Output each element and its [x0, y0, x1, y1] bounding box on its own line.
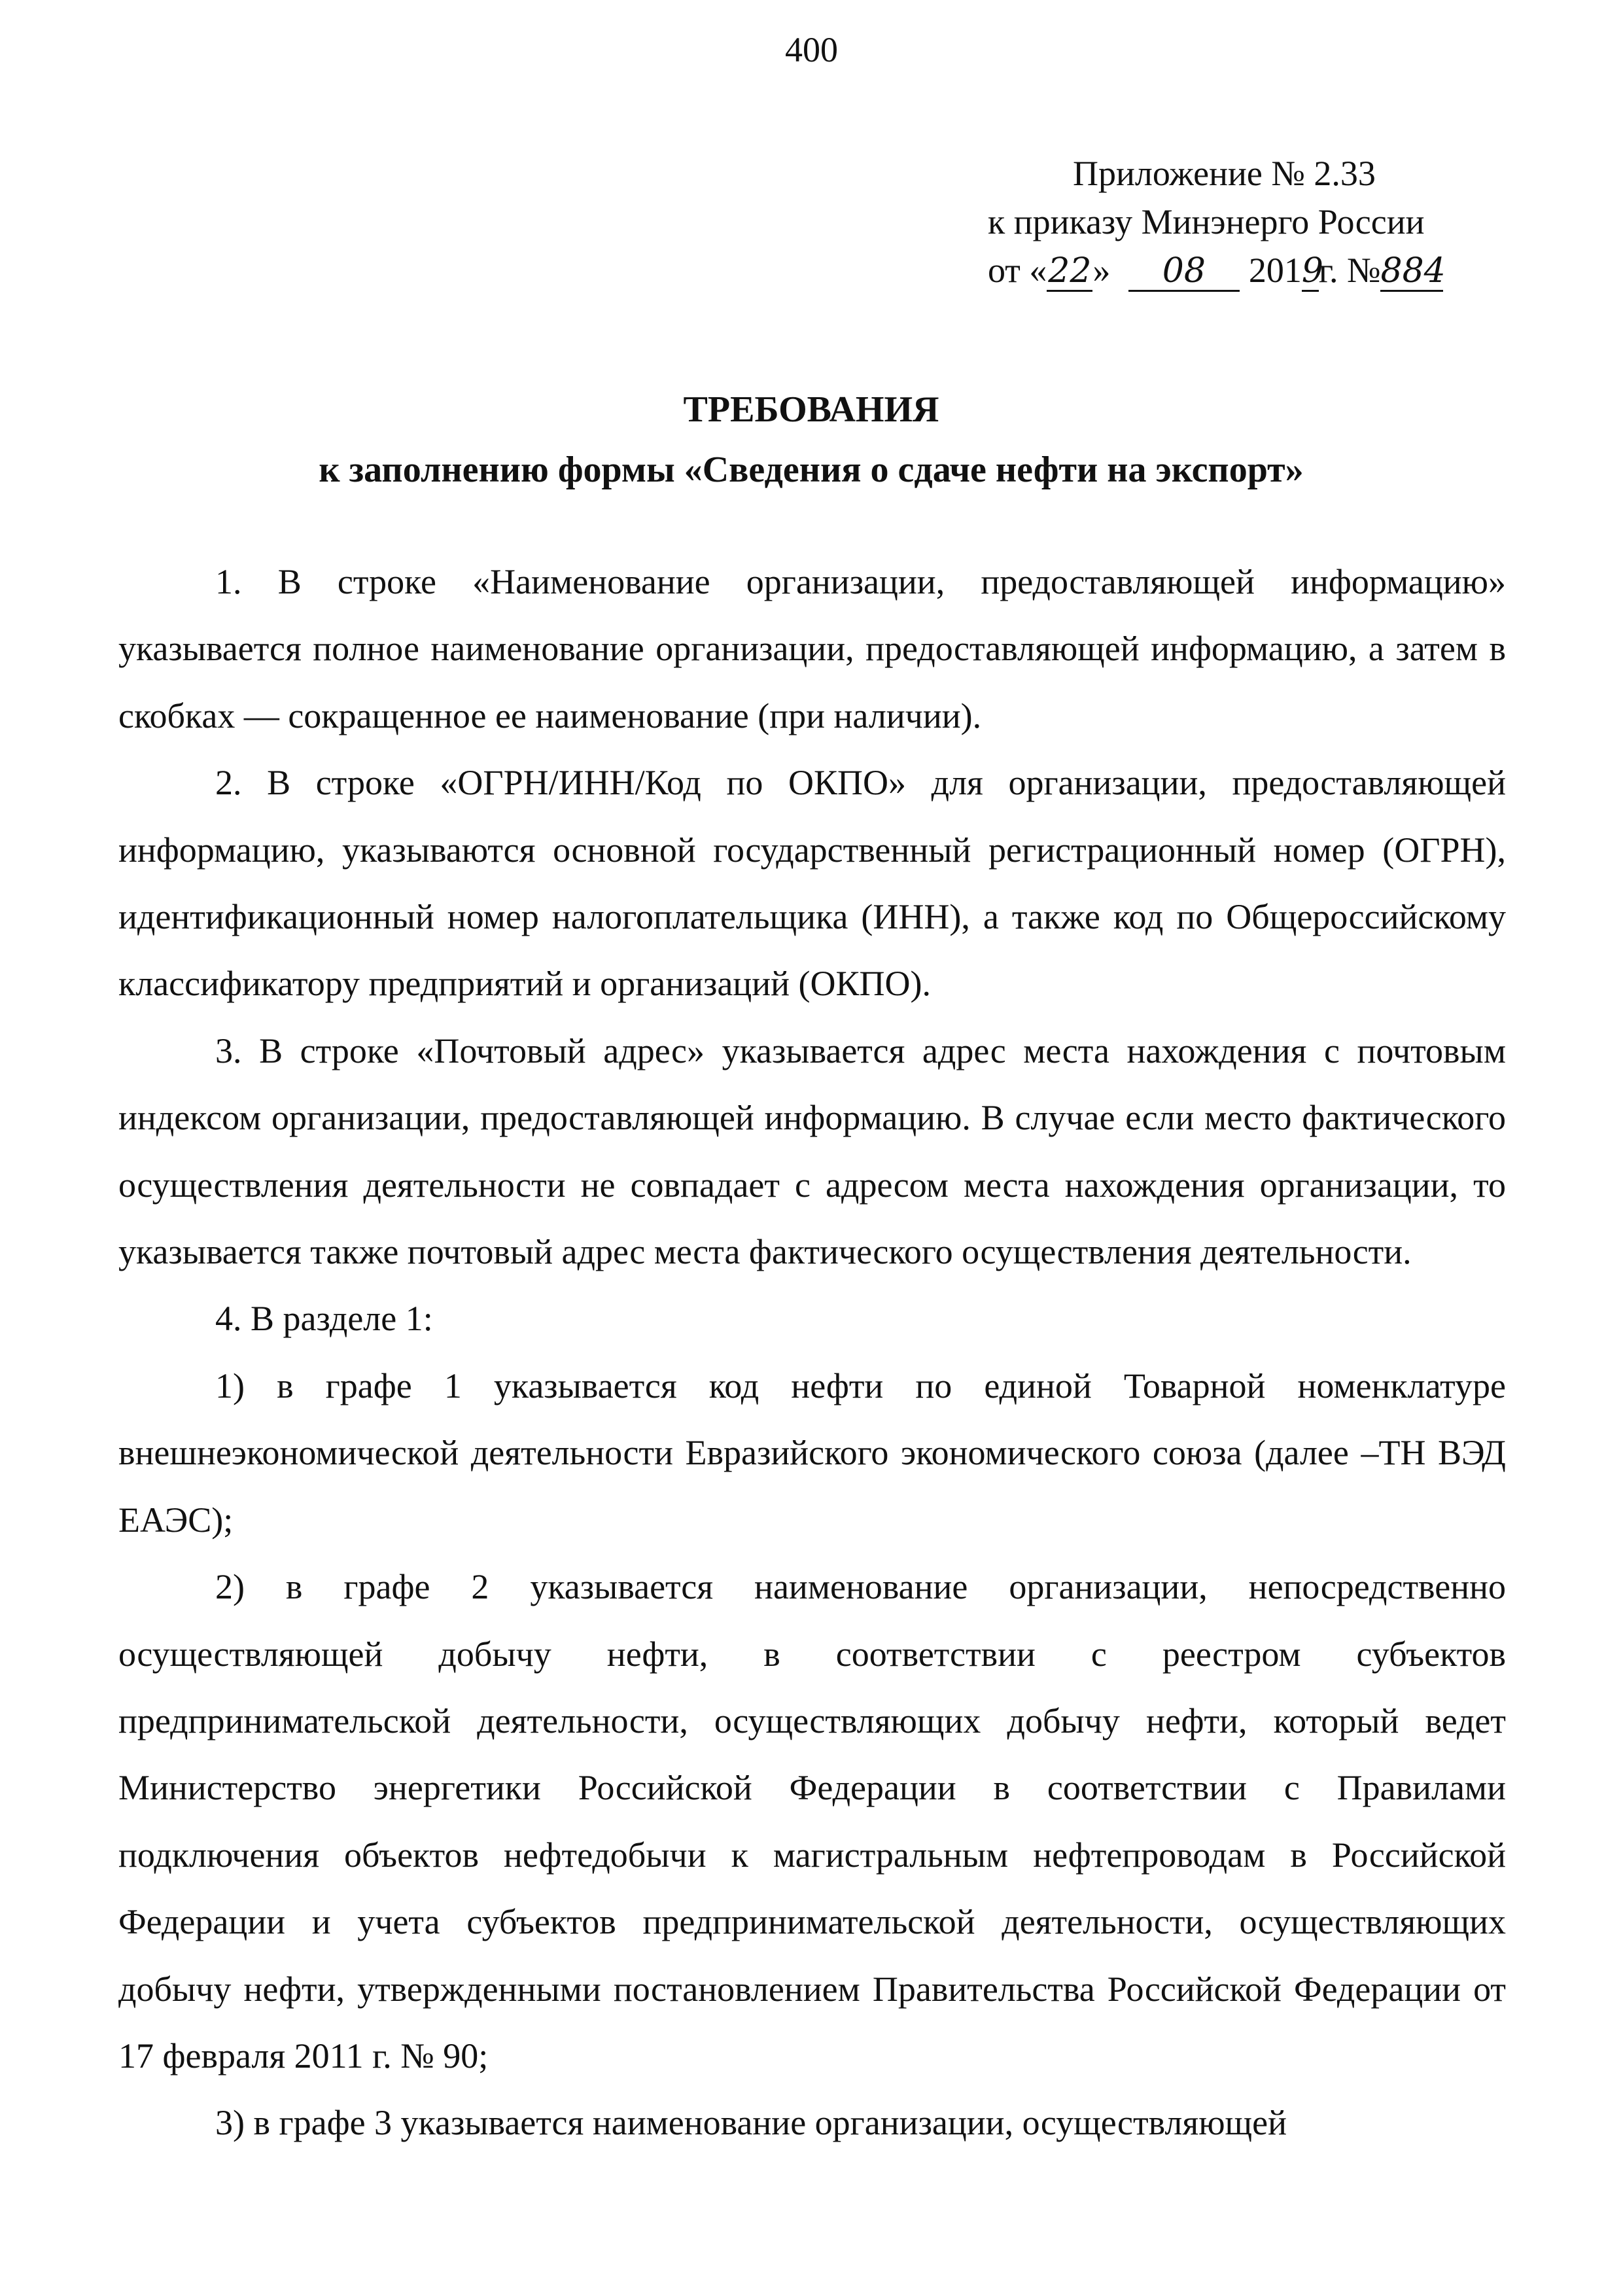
handwritten-order-number: 884 — [1380, 251, 1446, 291]
paragraph: 3. В строке «Почтовый адрес» указывается адрес места нахождения с почтовым индексом организации, предоставляющей информацию. В случае если место фактического осуществления деятельности не совпадает с адресом места нахождения организации, то указывается также почтовый адрес места фактического осуществления деятельности. — [118, 1031, 1506, 1272]
appendix-order-ref: к приказу Минэнерго России — [988, 202, 1425, 241]
title-main: ТРЕБОВАНИЯ — [683, 389, 939, 430]
document-body — [118, 548, 1506, 2157]
page-number: 400 — [785, 30, 838, 69]
paragraph: 3) в графе 3 указывается наименование организации, осуществляющей — [215, 2103, 1287, 2143]
paragraph: 2. В строке «ОГРН/ИНН/Код по ОКПО» для организации, предоставляющей информацию, указываются основной государственный регистрационный номер (ОГРН), идентификационный номер налогоплательщика (ИНН), а также код по Общероссийскому классификатору предприятий и организаций (ОКПО). — [118, 763, 1506, 1004]
paragraph: 4. В разделе 1: — [215, 1299, 433, 1339]
paragraph: 1) в графе 1 указывается код нефти по единой Товарной номенклатуре внешнеэкономической деятельности Евразийского экономического союза (далее –ТН ВЭД ЕАЭС); — [118, 1366, 1506, 1540]
document-title — [118, 380, 1505, 500]
appendix-header — [988, 149, 1498, 294]
title-subtitle: к заполнению формы «Сведения о сдаче нефти на экспорт» — [319, 450, 1304, 490]
handwritten-day: 22 — [1048, 251, 1092, 291]
paragraph: 1. В строке «Наименование организации, предоставляющей информацию» указывается полное наименование организации, предоставляющей информацию, а затем в скобках — сокращенное ее наименование (при наличии). — [118, 562, 1506, 735]
appendix-number: Приложение № 2.33 — [1073, 154, 1376, 193]
date-year-prefix: 201 — [1248, 251, 1302, 290]
date-prefix: от « — [988, 251, 1047, 290]
paragraph: 2) в графе 2 указывается наименование организации, непосредственно осуществляющей добычу нефти, в соответствии с реестром субъектов предпринимательской деятельности, осуществляющих добычу нефти, который ведет Министерство энергетики Российской Федерации в соответствии с Правилами подключения объектов нефтедобычи к магистральным нефтепроводам в Российской Федерации и учета субъектов предпринимательской деятельности, осуществляющих добычу нефти, утвержденными постановлением Правительства Российской Федерации от 17 февраля 2011 г. № 90; — [118, 1567, 1506, 2075]
appendix-date-line — [988, 246, 1498, 294]
date-mid: » — [1092, 251, 1119, 290]
handwritten-year-digit: 9 — [1301, 251, 1323, 291]
handwritten-month: 08 — [1128, 252, 1240, 292]
date-year-suffix: г. № — [1318, 251, 1381, 290]
